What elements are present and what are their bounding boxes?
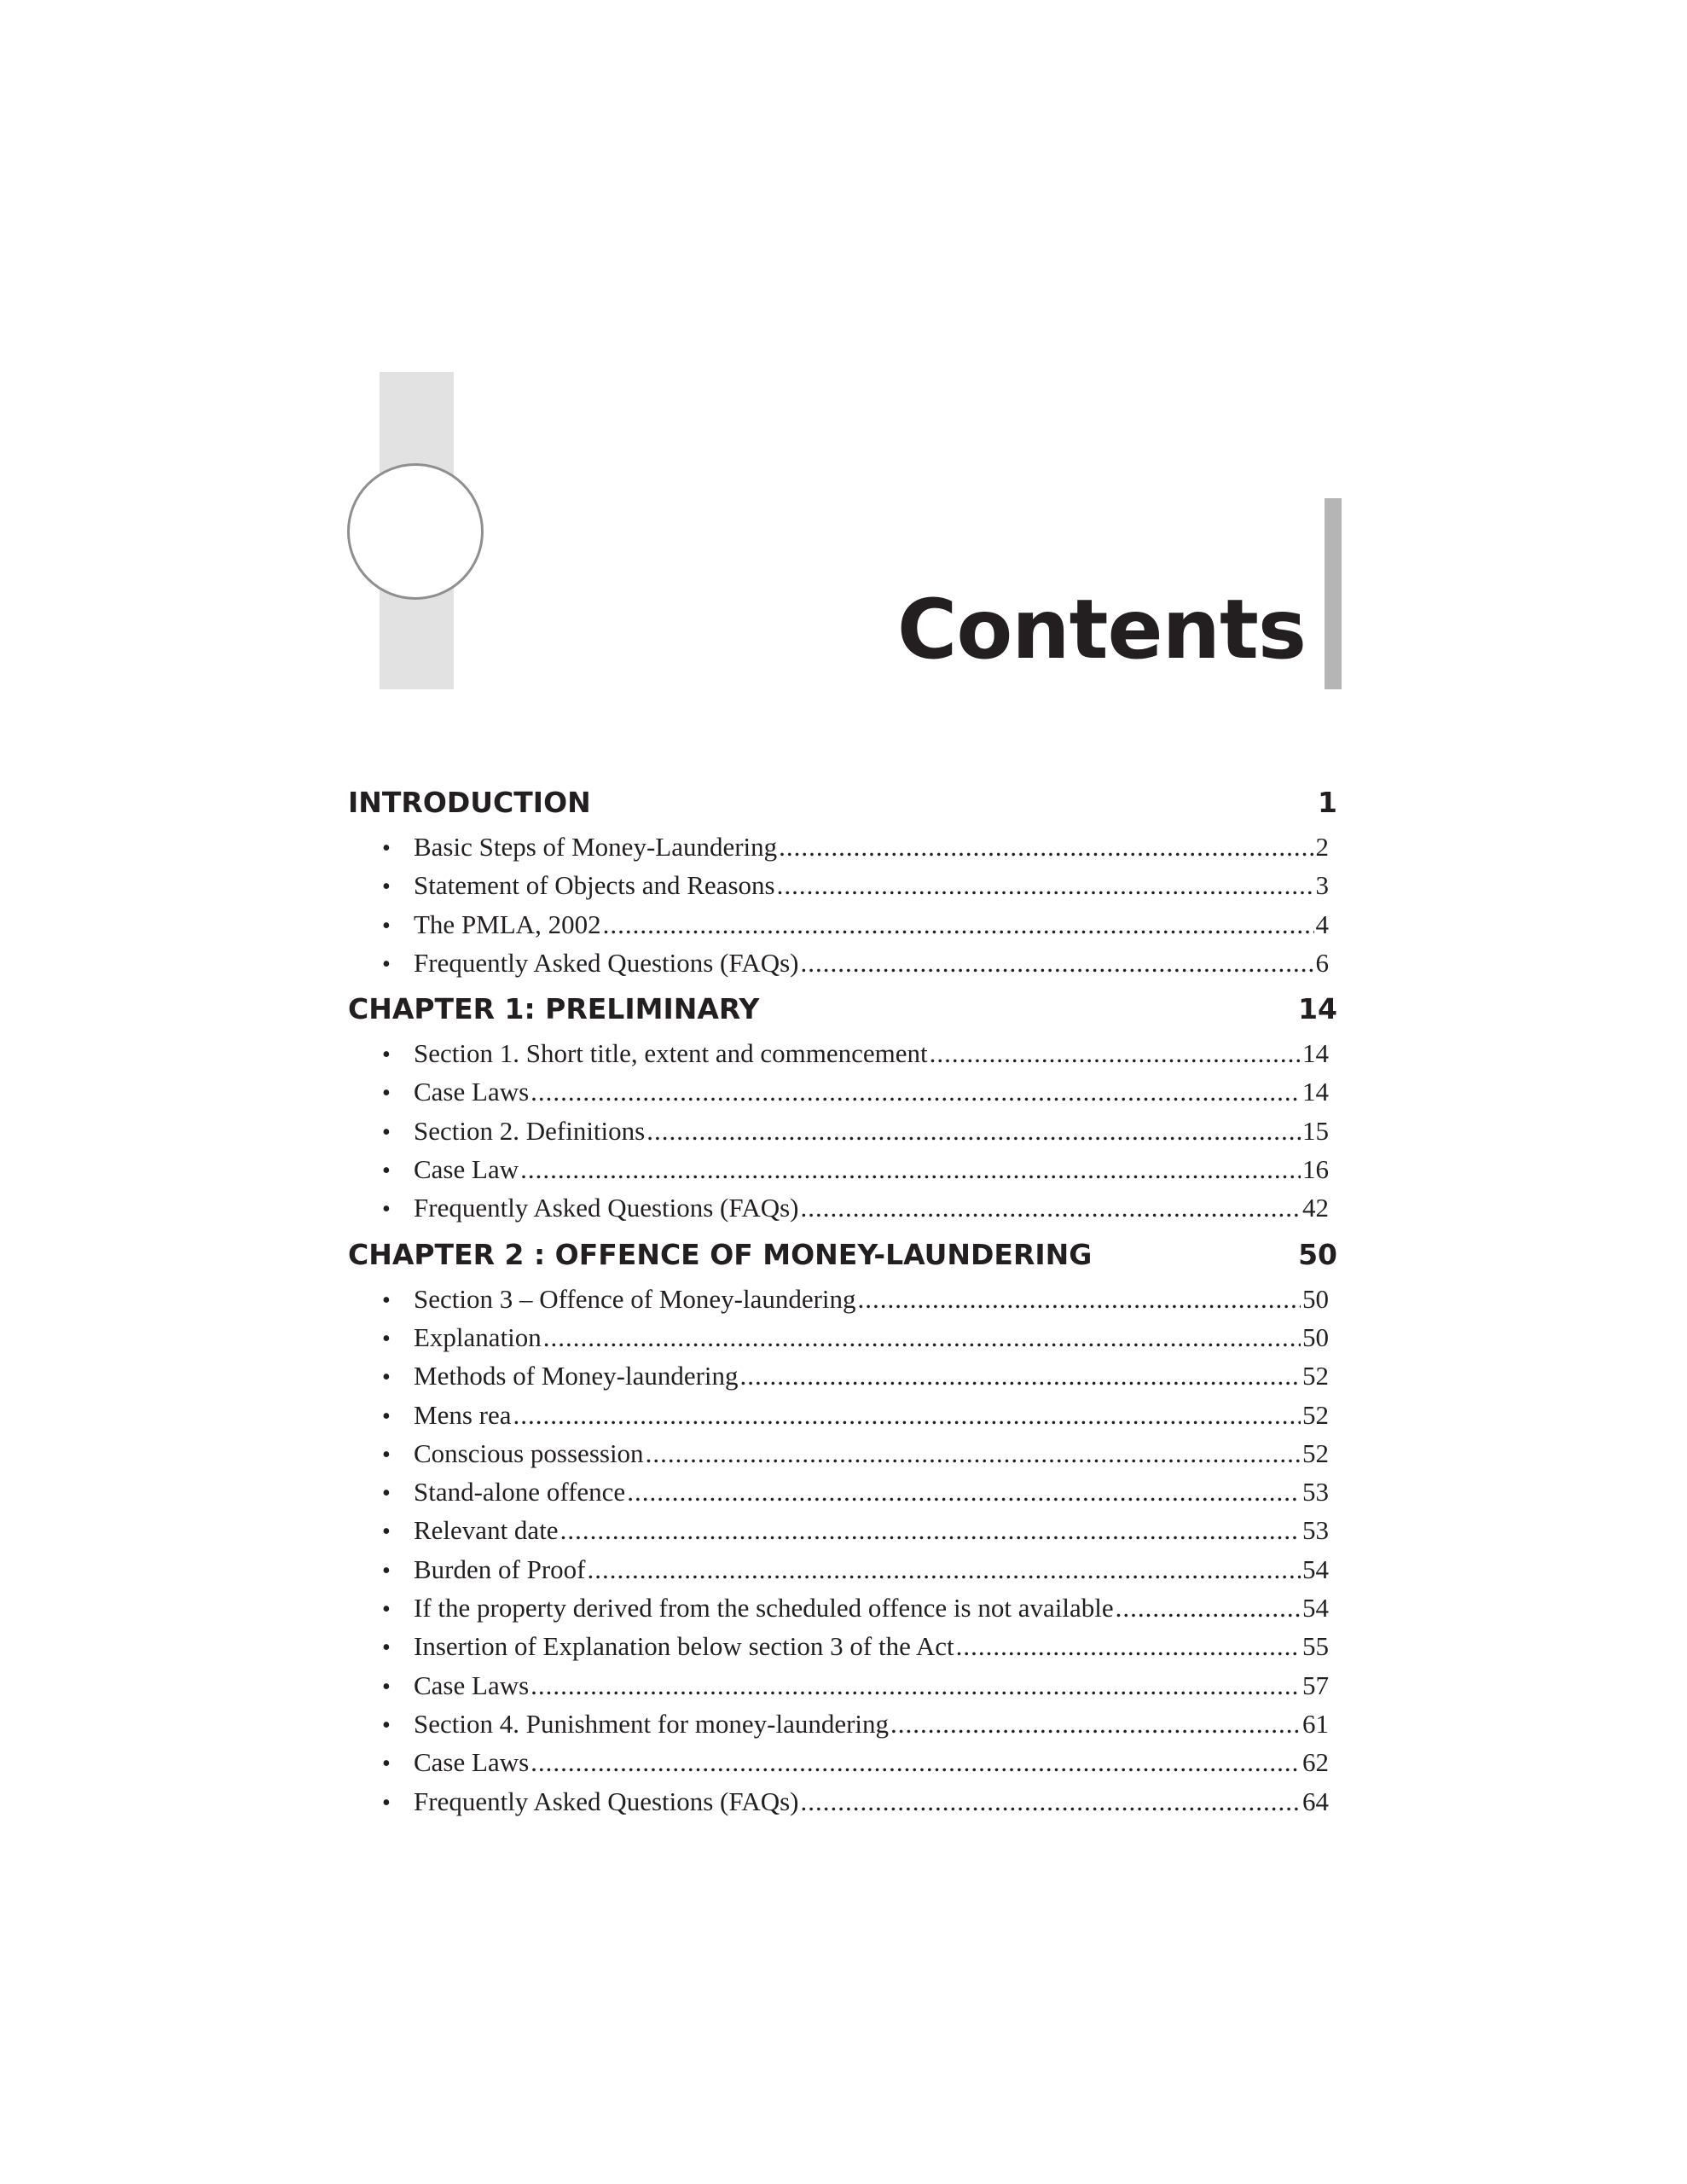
entry-page-number: 50 [1302,1321,1329,1352]
entry-label: Case Laws [414,1670,530,1700]
toc-entry [348,1743,1339,1781]
entry-page-number: 42 [1302,1193,1329,1223]
bullet-icon: • [382,1287,391,1314]
entry-list [348,828,1339,985]
dot-leader [956,1627,1301,1665]
toc-chapter [348,778,1339,985]
entry-label: Section 1. Short title, extent and commencement [414,1038,928,1069]
dot-leader [627,1472,1301,1511]
bullet-icon: • [382,1557,391,1584]
chapter-heading [348,1230,1339,1280]
entry-page-number: 57 [1302,1670,1329,1700]
bullet-icon: • [382,1080,391,1107]
bullet-icon: • [382,1158,391,1185]
entry-page-number: 53 [1302,1477,1329,1507]
chapter-title: CHAPTER 2 : OFFENCE OF MONEY-LAUNDERING [348,1237,1093,1271]
dot-leader [740,1356,1301,1395]
toc-entry [348,1150,1339,1188]
bullet-icon: • [382,1364,391,1391]
dot-leader [890,1705,1301,1743]
entry-page-number: 62 [1302,1747,1329,1778]
toc-entry [348,1034,1339,1072]
toc-entry [348,1188,1339,1227]
dot-leader [1116,1589,1301,1627]
dot-leader [520,1150,1301,1188]
dot-leader [530,1072,1301,1111]
chapter-title: INTRODUCTION [348,786,591,819]
dot-leader [587,1550,1301,1589]
bullet-icon: • [382,912,391,939]
table-of-contents [348,778,1339,1823]
bullet-icon: • [382,835,391,862]
entry-page-number: 2 [1315,832,1329,862]
entry-label: Section 3 – Offence of Money-laundering [414,1283,856,1314]
entry-list [348,1280,1339,1823]
toc-entry [348,1550,1339,1589]
entry-label: Section 2. Definitions [414,1115,646,1146]
bullet-icon: • [382,1673,391,1700]
dot-leader [603,905,1314,944]
title-accent-bar [1325,498,1342,689]
entry-label: Insertion of Explanation below section 3 of the Act [414,1631,954,1662]
dot-leader [779,828,1313,866]
toc-entry [348,1318,1339,1356]
toc-entry [348,1072,1339,1111]
chapter-page-number: 14 [1298,992,1337,1026]
entry-label: Stand-alone offence [414,1477,626,1507]
entry-label: Mens rea [414,1399,512,1430]
entry-label: Basic Steps of Money-Laundering [414,832,778,862]
bullet-icon: • [382,1596,391,1623]
toc-chapter [348,985,1339,1229]
entry-page-number: 64 [1302,1786,1329,1816]
entry-page-number: 16 [1302,1154,1329,1185]
toc-entry [348,1472,1339,1511]
toc-entry [348,1396,1339,1434]
entry-label: Conscious possession [414,1438,644,1468]
chapter-heading [348,985,1339,1034]
dot-leader [858,1280,1301,1318]
entry-page-number: 61 [1302,1708,1329,1739]
bullet-icon: • [382,1519,391,1546]
entry-label: Methods of Money-laundering [414,1361,739,1391]
toc-entry [348,828,1339,866]
entry-label: The PMLA, 2002 [414,909,601,939]
bullet-icon: • [382,1480,391,1507]
dot-leader [777,866,1314,904]
bullet-icon: • [382,1711,391,1739]
entry-page-number: 4 [1315,909,1329,939]
entry-label: Section 4. Punishment for money-laundering [414,1708,890,1739]
chapter-title: CHAPTER 1: PRELIMINARY [348,992,760,1026]
chapter-heading [348,778,1339,828]
toc-entry [348,1112,1339,1150]
bullet-icon: • [382,1751,391,1778]
entry-page-number: 53 [1302,1515,1329,1546]
entry-list [348,1034,1339,1229]
dot-leader [646,1112,1301,1150]
bullet-icon: • [382,1118,391,1146]
entry-label: Case Laws [414,1077,530,1107]
entry-page-number: 52 [1302,1399,1329,1430]
bullet-icon: • [382,1635,391,1662]
entry-page-number: 3 [1315,870,1329,901]
dot-leader [530,1743,1301,1781]
entry-page-number: 52 [1302,1361,1329,1391]
entry-label: Frequently Asked Questions (FAQs) [414,1193,799,1223]
toc-entry [348,1666,1339,1705]
bullet-icon: • [382,874,391,901]
page-title: Contents [896,582,1306,677]
toc-entry [348,1434,1339,1472]
entry-label: If the property derived from the scheduled offence is not available [414,1593,1114,1623]
toc-chapter [348,1230,1339,1823]
bullet-icon: • [382,1789,391,1816]
entry-page-number: 14 [1302,1077,1329,1107]
entry-label: Frequently Asked Questions (FAQs) [414,947,799,978]
decorative-circle [347,463,484,600]
bullet-icon: • [382,1042,391,1069]
toc-entry [348,1589,1339,1627]
chapter-page-number: 1 [1318,786,1337,819]
toc-entry [348,1356,1339,1395]
toc-entry [348,1511,1339,1549]
entry-page-number: 54 [1302,1554,1329,1584]
toc-entry [348,866,1339,904]
entry-page-number: 6 [1315,947,1329,978]
bullet-icon: • [382,1403,391,1430]
entry-label: Frequently Asked Questions (FAQs) [414,1786,799,1816]
toc-entry [348,1782,1339,1821]
dot-leader [646,1434,1301,1472]
toc-entry [348,1627,1339,1665]
dot-leader [800,944,1313,982]
dot-leader [543,1318,1301,1356]
entry-page-number: 52 [1302,1438,1329,1468]
dot-leader [560,1511,1301,1549]
entry-page-number: 55 [1302,1631,1329,1662]
entry-label: Burden of Proof [414,1554,586,1584]
entry-page-number: 50 [1302,1283,1329,1314]
entry-label: Case Laws [414,1747,530,1778]
entry-label: Case Law [414,1154,519,1185]
bullet-icon: • [382,1325,391,1352]
entry-page-number: 15 [1302,1115,1329,1146]
entry-label: Relevant date [414,1515,559,1546]
dot-leader [930,1034,1301,1072]
dot-leader [530,1666,1301,1705]
entry-label: Explanation [414,1321,542,1352]
dot-leader [800,1782,1301,1821]
toc-entry [348,944,1339,982]
dot-leader [800,1188,1301,1227]
dot-leader [513,1396,1301,1434]
toc-entry [348,1705,1339,1743]
bullet-icon: • [382,1196,391,1223]
entry-page-number: 14 [1302,1038,1329,1069]
entry-page-number: 54 [1302,1593,1329,1623]
bullet-icon: • [382,950,391,978]
bullet-icon: • [382,1441,391,1468]
chapter-page-number: 50 [1298,1237,1337,1271]
toc-entry [348,905,1339,944]
toc-entry [348,1280,1339,1318]
entry-label: Statement of Objects and Reasons [414,870,775,901]
